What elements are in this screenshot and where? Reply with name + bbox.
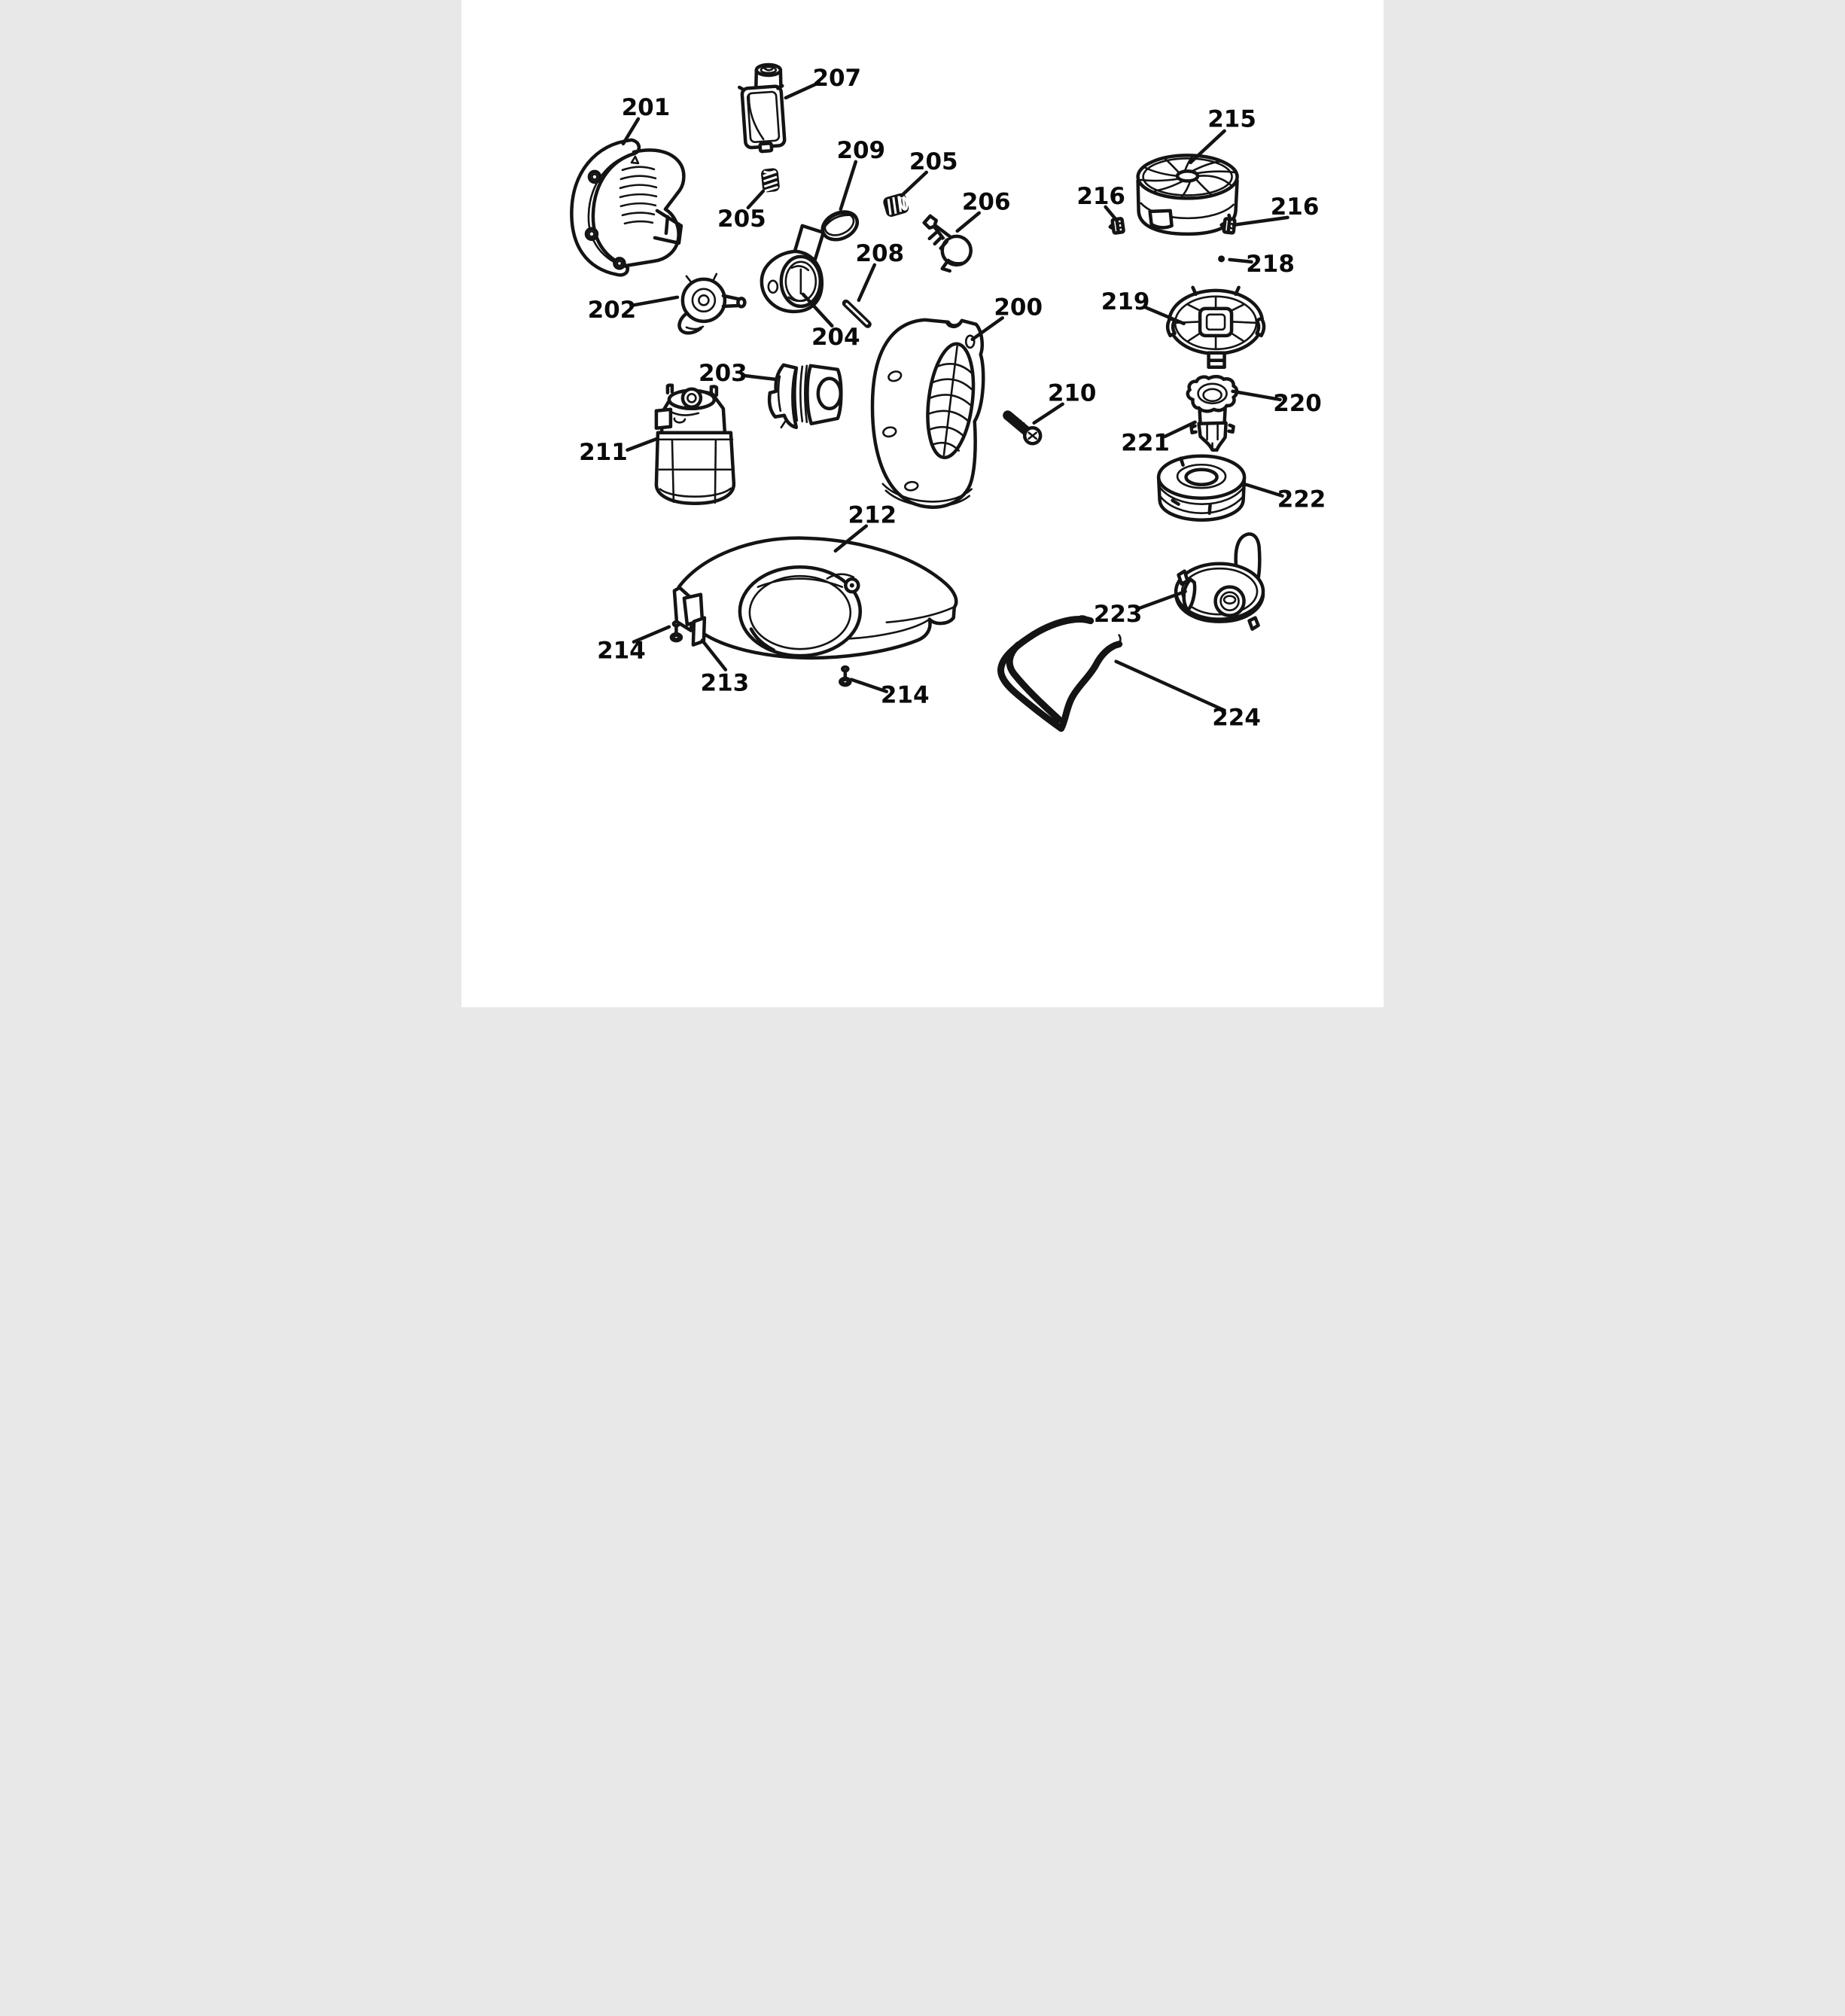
part-label-214b: 214	[880, 681, 930, 709]
leader-line-205b	[902, 172, 927, 196]
part-201-drawing	[571, 140, 684, 275]
leader-line-203	[743, 376, 775, 379]
part-203-drawing	[769, 365, 841, 428]
part-label-205b: 205	[909, 148, 958, 176]
part-204-drawing	[762, 226, 824, 312]
part-210-drawing	[1008, 416, 1040, 443]
part-label-222: 222	[1277, 486, 1326, 513]
part-label-206: 206	[961, 188, 1011, 216]
leader-line-202	[632, 297, 677, 306]
part-200-drawing	[872, 320, 983, 507]
part-219-drawing	[1168, 288, 1264, 367]
leader-line-224	[1116, 662, 1225, 711]
part-label-203: 203	[699, 359, 747, 387]
part-label-220: 220	[1273, 389, 1322, 417]
part-207-drawing	[739, 65, 787, 153]
part-label-221: 221	[1121, 429, 1170, 457]
part-label-218: 218	[1246, 251, 1295, 279]
part-label-213: 213	[700, 669, 750, 697]
leader-line-208	[859, 265, 875, 300]
part-214a-drawing	[671, 622, 681, 641]
leader-line-210	[1034, 404, 1063, 423]
part-label-212: 212	[848, 501, 897, 529]
part-label-219: 219	[1101, 288, 1150, 315]
part-label-204: 204	[811, 323, 860, 351]
part-label-215: 215	[1207, 105, 1256, 133]
part-label-211: 211	[579, 438, 628, 466]
part-218-drawing	[1219, 256, 1224, 261]
part-205a-drawing	[761, 169, 779, 192]
part-label-214a: 214	[597, 637, 646, 665]
part-label-224: 224	[1212, 704, 1261, 732]
part-label-208: 208	[855, 240, 905, 268]
part-202-drawing	[680, 274, 745, 333]
part-label-201: 201	[621, 94, 671, 122]
part-label-216a: 216	[1076, 183, 1125, 211]
parts-diagram-page	[461, 0, 1384, 1007]
part-214b-drawing	[840, 667, 850, 685]
part-209-drawing	[818, 207, 862, 245]
leader-line-209	[841, 162, 856, 209]
part-223-drawing	[1176, 534, 1263, 629]
part-label-223: 223	[1093, 600, 1143, 628]
part-224-drawing	[1000, 616, 1120, 728]
part-211-drawing	[656, 385, 734, 504]
part-208-drawing	[846, 303, 868, 324]
part-221-drawing	[1188, 376, 1237, 450]
part-label-200: 200	[994, 294, 1043, 321]
part-label-210: 210	[1047, 379, 1097, 407]
part-205b-drawing	[883, 193, 909, 217]
part-label-202: 202	[587, 296, 637, 324]
exploded-parts-diagram	[461, 0, 1384, 1007]
part-215-drawing	[1138, 155, 1238, 233]
part-label-216b: 216	[1270, 193, 1320, 221]
part-212-drawing	[674, 538, 956, 658]
part-222-drawing	[1158, 456, 1244, 520]
leader-line-211	[627, 439, 656, 450]
part-label-205a: 205	[717, 206, 766, 233]
part-label-209: 209	[836, 137, 886, 165]
part-label-207: 207	[812, 65, 862, 93]
